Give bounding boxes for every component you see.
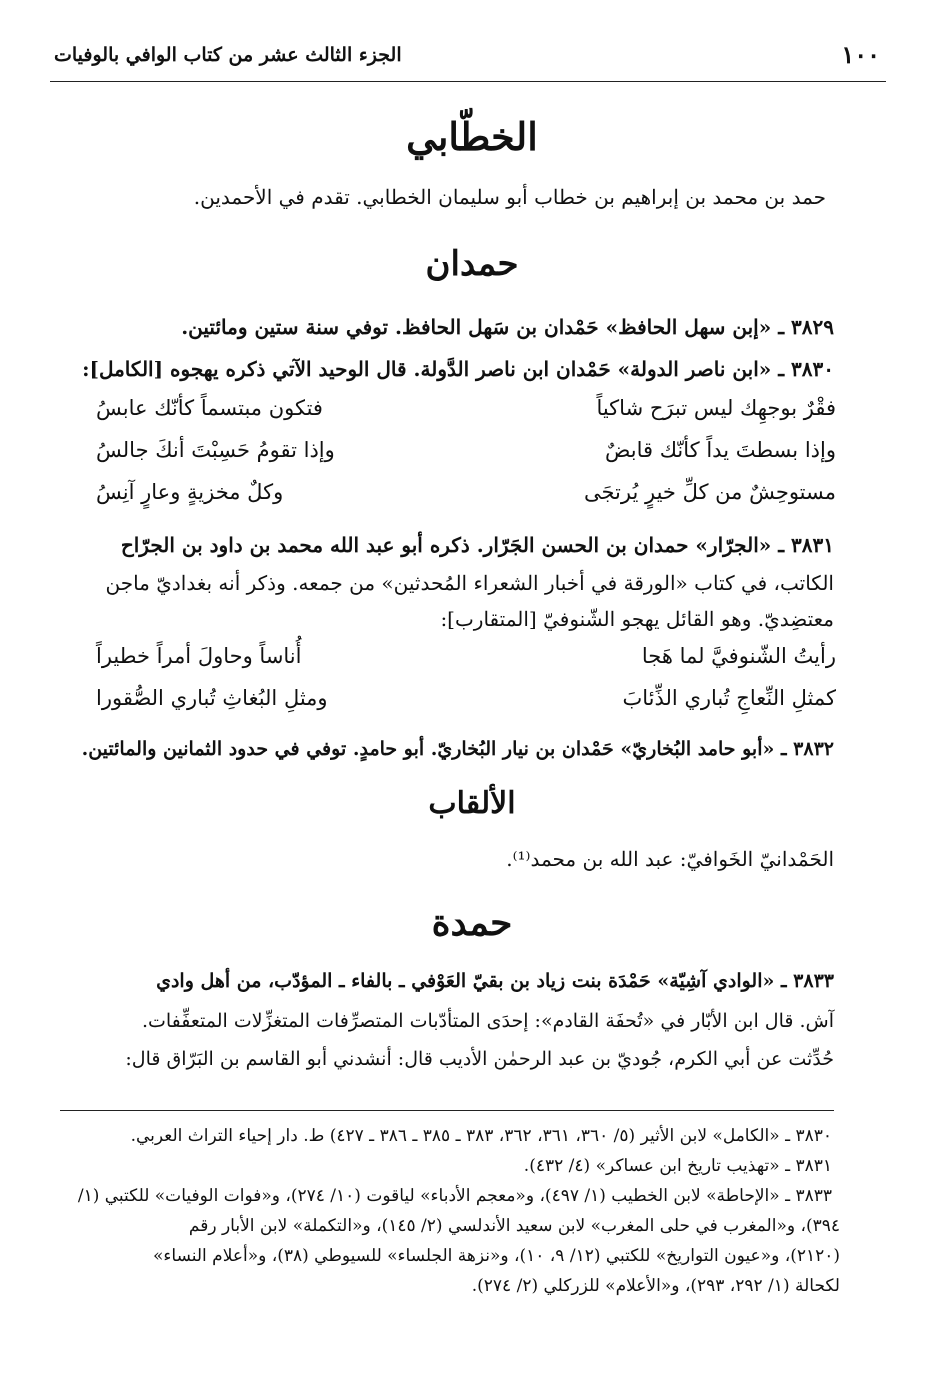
section-heading-alqab: الألقاب xyxy=(428,786,516,821)
verse-hemistich-first: رأيتُ الشّنوفيَّ لما هَجا xyxy=(641,644,836,668)
entry-3831-cont: الكاتب، في كتاب «الورقة في أخبار الشعراء المُحدثين» من جمعه. وذكر أنه بغداديّ ماجن xyxy=(105,571,834,595)
entry-3832: ٣٨٣٢ ـ «أبو حامد البُخاريّ» حَمْدان بن نيار البُخاريّ. أبو حامدٍ. توفي في حدود الثمانين والمائتين. xyxy=(81,738,834,760)
footnote-3833-cont: لكحالة (١/ ٢٩٢، ٢٩٣)، و«الأعلام» للزركلي (٢/ ٢٧٤). xyxy=(471,1276,840,1296)
footnote-3833: ٣٨٣٣ ـ «الإحاطة» لابن الخطيب (١/ ٤٩٧)، و«معجم الأدباء» لياقوت (١٠/ ٢٧٤)، و«فوات الوفيات» للكتبي (١/ xyxy=(77,1186,832,1206)
verse-hemistich-second: وإذا تقومُ حَسِبْتَ أنكَ جالسُ xyxy=(96,438,335,462)
verse-line xyxy=(96,480,836,520)
entry-3833-cont: آش. قال ابن الأبّار في «تُحفَة القادم»: إحدَى المتأدّبات المتصرِّفات المتغزِّلات المتعفِّفات. xyxy=(141,1010,834,1032)
khattabi-entry: حمد بن محمد بن إبراهيم بن خطاب أبو سليمان الخطابي. تقدم في الأحمدين. xyxy=(193,185,826,209)
entry-3831-cont: معتضِديّ. وهو القائل يهجو الشّنوفيّ [المتقارب]: xyxy=(440,607,834,631)
verse-line xyxy=(96,644,836,684)
entry-3831: ٣٨٣١ ـ «الجرّار» حمدان بن الحسن الجَرّار. ذكره أبو عبد الله محمد بن داود بن الجرّاح xyxy=(120,533,834,557)
entry-3829: ٣٨٢٩ ـ «إبن سهل الحافظ» حَمْدان بن سَهل الحافظ. توفي سنة ستين ومائتين. xyxy=(181,315,834,339)
entry-3830: ٣٨٣٠ ـ «ابن ناصر الدولة» حَمْدان ابن ناصر الدَّولة. قال الوحيد الآتي ذكره يهجوه [الكامل]: xyxy=(82,357,834,381)
verse-hemistich-first: كمثلِ النِّعاجِ تُباري الذِّئابَ xyxy=(622,686,836,710)
page-number: ١٠٠ xyxy=(841,40,880,69)
entry-3833-cont: حُدِّثت عن أبي الكرم، جُوديّ بن عبد الرحمٰن الأديب قال: أنشدني أبو القاسم بن البَرّاق قال: xyxy=(125,1048,834,1070)
verse-hemistich-second: فتكون مبتسماً كأنّك عابسُ xyxy=(96,396,323,420)
entry-3833: ٣٨٣٣ ـ «الوادي آشِيّة» حَمْدَة بنت زياد بن بقيّ العَوْفي ـ بالفاء ـ المؤدّب، من أهل وادي xyxy=(156,970,834,992)
verse-hemistich-second: وكلٌ مخزيةٍ وعارٍ آنِسُ xyxy=(96,480,284,504)
verse-line xyxy=(96,396,836,436)
verse-hemistich-second: ومثلِ البُغاثِ تُباري الصُّقورا xyxy=(96,686,328,710)
footnote-3831: ٣٨٣١ ـ «تهذيب تاريخ ابن عساكر» (٤/ ٤٣٢). xyxy=(523,1156,832,1176)
verse-hemistich-first: فقْرٌ بوجهِك ليس تبرَح شاكياً xyxy=(596,396,836,420)
page-header xyxy=(50,36,886,82)
footnote-3833-cont: ٣٩٤)، و«المغرب في حلى المغرب» لابن سعيد الأندلسي (٢/ ١٤٥)، و«التكملة» لابن الأبار رقم xyxy=(188,1216,840,1236)
verse-hemistich-first: وإذا بسطتَ يداً كأنّك قابضٌ xyxy=(605,438,836,462)
verse-hemistich-second: أُناساً وحاولَ أمراً خطيراً xyxy=(96,644,302,668)
running-title: الجزء الثالث عشر من كتاب الوافي بالوفيات xyxy=(54,44,402,66)
section-heading-khattabi: الخطّابي xyxy=(406,114,538,159)
footnote-3830: ٣٨٣٠ ـ «الكامل» لابن الأثير (٥/ ٣٦٠، ٣٦١، ٣٦٢، ٣٨٣ ـ ٣٨٥ ـ ٣٨٦ ـ ٤٢٧) ط. دار إحياء التراث العربي. xyxy=(130,1126,832,1146)
footnote-rule xyxy=(60,1110,834,1111)
verse-hemistich-first: مستوحِشٌ من كلِّ خيرٍ يُرتجَى xyxy=(584,480,836,504)
alqab-entry: الحَمْدانيّ الخَوافيّ: عبد الله بن محمد⁽¹⁾. xyxy=(506,847,834,871)
section-heading-hamdan: حمدان xyxy=(425,244,519,284)
verse-line xyxy=(96,686,836,726)
footnote-3833-cont: (٢١٢٠)، و«عيون التواريخ» للكتبي (١٢/ ٩، ١٠)، و«نزهة الجلساء» للسيوطي (٣٨)، و«أعلام النساء» xyxy=(153,1246,840,1266)
section-heading-hamda: حمدة xyxy=(431,902,513,944)
verse-line xyxy=(96,438,836,478)
header-rule xyxy=(50,81,886,82)
